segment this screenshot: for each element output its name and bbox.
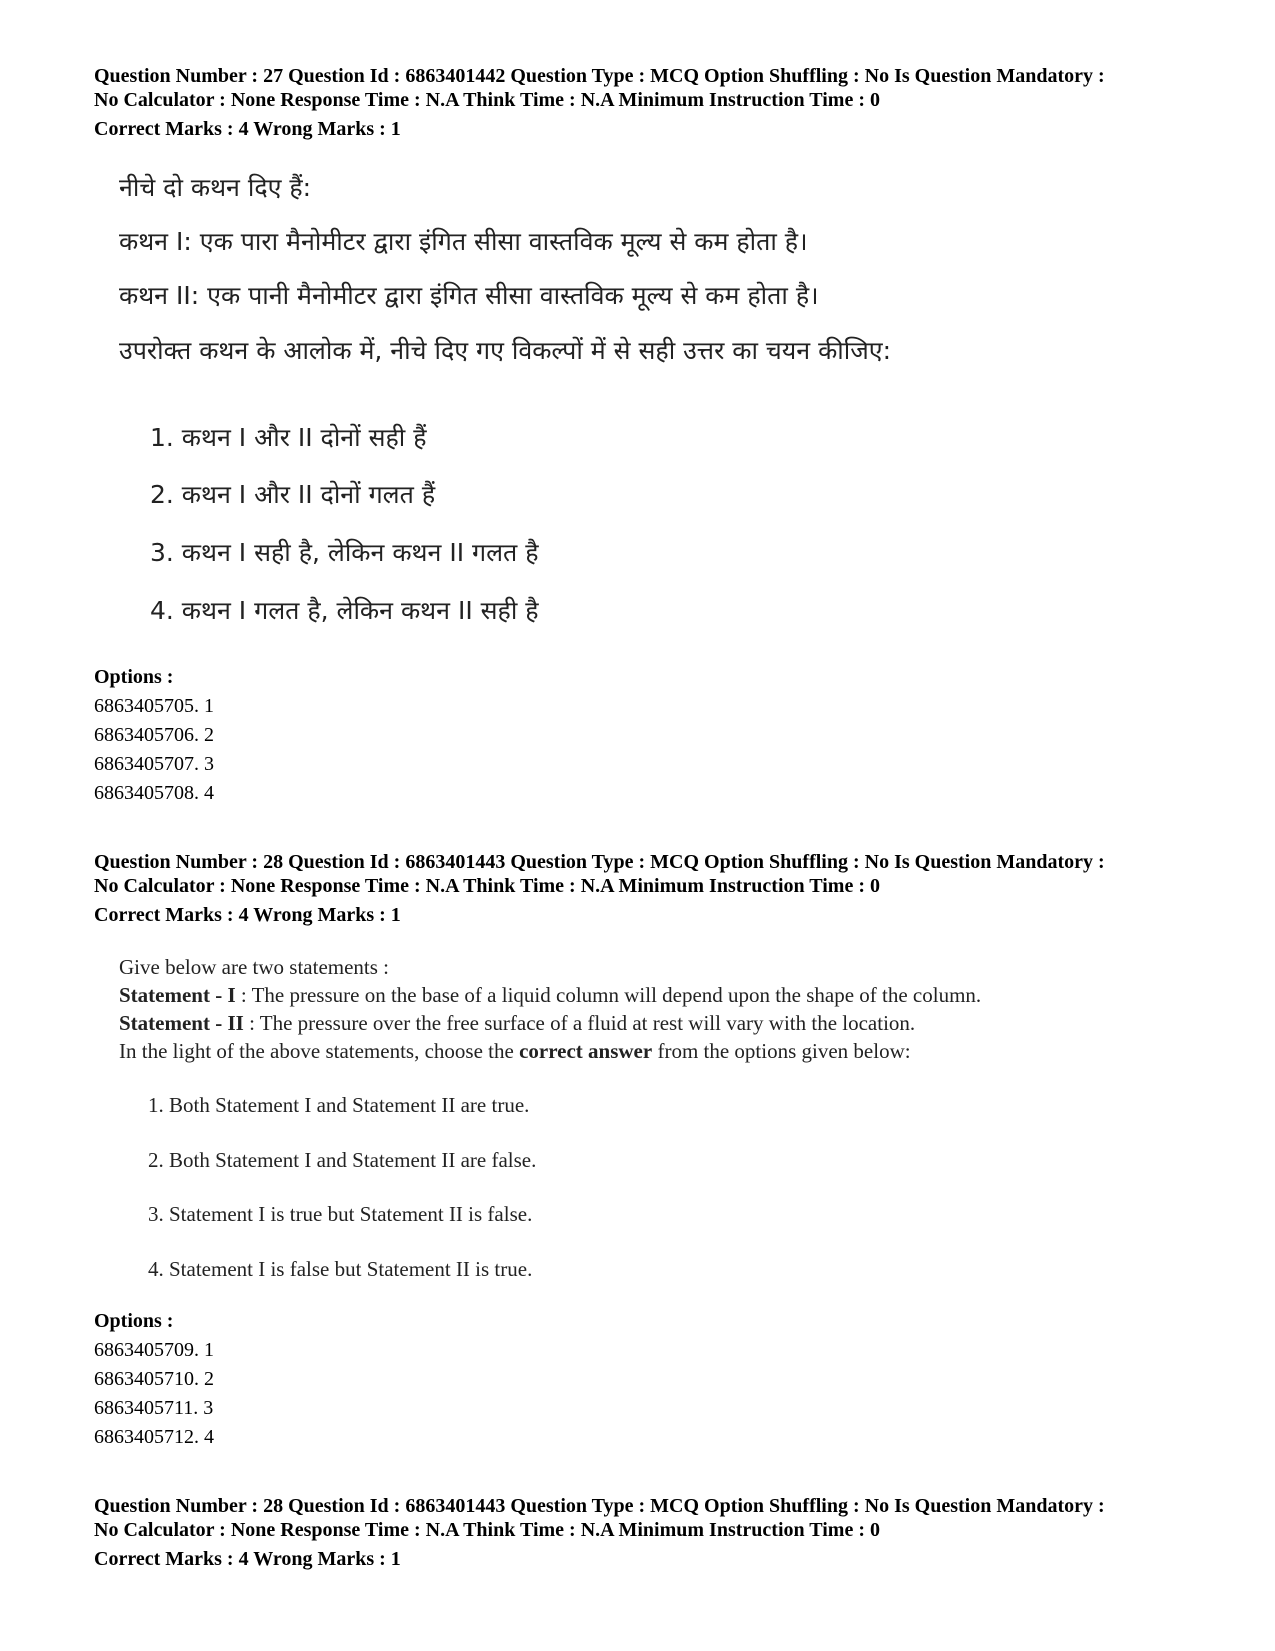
q27-statement-2: कथन II: एक पानी मैनोमीटर द्वारा इंगित सीसा वास्तविक मूल्य से कम होता है।	[119, 281, 819, 310]
q28-intro: Give below are two statements :	[119, 955, 390, 979]
q27-marks: Correct Marks : 4 Wrong Marks : 1	[94, 118, 401, 140]
q28-option-2: 6863405710. 2	[94, 1368, 214, 1390]
q28-marks: Correct Marks : 4 Wrong Marks : 1	[94, 904, 401, 926]
q28-option-3: 6863405711. 3	[94, 1397, 214, 1419]
q28-option-1: 6863405709. 1	[94, 1339, 214, 1361]
q28-choice-3: 3. Statement I is true but Statement II is false.	[148, 1202, 533, 1226]
q27-options-label: Options :	[94, 666, 174, 688]
q28-repeat-marks: Correct Marks : 4 Wrong Marks : 1	[94, 1548, 401, 1570]
q28-ask	[119, 1039, 911, 1064]
q27-ask: उपरोक्त कथन के आलोक में, नीचे दिए गए विकल्पों में से सही उत्तर का चयन कीजिए:	[119, 336, 892, 365]
q28-choice-2: 2. Both Statement I and Statement II are false.	[148, 1148, 537, 1172]
q28-meta	[94, 850, 1214, 927]
q27-option-4: 6863405708. 4	[94, 782, 214, 804]
q28-choice-4: 4. Statement I is false but Statement II is true.	[148, 1257, 533, 1281]
q27-statement-1: कथन I: एक पारा मैनोमीटर द्वारा इंगित सीसा वास्तविक मूल्य से कम होता है।	[119, 227, 808, 256]
q28-statement-2	[119, 1011, 915, 1036]
q28-ask-post: from the options given below:	[652, 1039, 911, 1063]
q27-choice-3: 3. कथन I सही है, लेकिन कथन II गलत है	[150, 538, 539, 567]
q27-option-3: 6863405707. 3	[94, 753, 214, 775]
q27-option-1: 6863405705. 1	[94, 695, 214, 717]
q28-repeat-meta	[94, 1494, 1214, 1571]
q27-meta-line1: Question Number : 27 Question Id : 6863401442 Question Type : MCQ Option Shuffling : No Is Question Mandatory :	[94, 65, 1105, 87]
q27-intro: नीचे दो कथन दिए हैं:	[119, 173, 312, 202]
q27-option-2: 6863405706. 2	[94, 724, 214, 746]
q28-statement-1-label: Statement - I	[119, 983, 236, 1007]
q27-meta-line2: No Calculator : None Response Time : N.A Think Time : N.A Minimum Instruction Time : 0	[94, 89, 880, 111]
q28-statement-1-text: : The pressure on the base of a liquid column will depend upon the shape of the column.	[235, 983, 982, 1007]
q28-options	[94, 1307, 214, 1452]
q28-option-4: 6863405712. 4	[94, 1426, 214, 1448]
q28-meta-line1: Question Number : 28 Question Id : 6863401443 Question Type : MCQ Option Shuffling : No Is Question Mandatory :	[94, 851, 1105, 873]
q28-statement-1	[119, 983, 981, 1008]
q28-repeat-meta-line1: Question Number : 28 Question Id : 6863401443 Question Type : MCQ Option Shuffling : No Is Question Mandatory :	[94, 1495, 1105, 1517]
q28-statement-2-text: : The pressure over the free surface of a fluid at rest will vary with the location.	[243, 1011, 916, 1035]
q28-meta-line2: No Calculator : None Response Time : N.A Think Time : N.A Minimum Instruction Time : 0	[94, 875, 880, 897]
q27-options	[94, 663, 214, 808]
q28-repeat-meta-line2: No Calculator : None Response Time : N.A Think Time : N.A Minimum Instruction Time : 0	[94, 1519, 880, 1541]
q28-ask-bold: correct answer	[519, 1039, 653, 1063]
q28-statement-2-label: Statement - II	[119, 1011, 244, 1035]
q27-choice-2: 2. कथन I और II दोनों गलत हैं	[150, 480, 436, 509]
q28-choice-1: 1. Both Statement I and Statement II are true.	[148, 1093, 530, 1117]
q27-meta	[94, 64, 1214, 141]
q27-choice-1: 1. कथन I और II दोनों सही हैं	[150, 423, 427, 452]
q27-choice-4: 4. कथन I गलत है, लेकिन कथन II सही है	[150, 596, 539, 625]
q28-options-label: Options :	[94, 1310, 174, 1332]
q28-ask-pre: In the light of the above statements, choose the	[119, 1039, 520, 1063]
